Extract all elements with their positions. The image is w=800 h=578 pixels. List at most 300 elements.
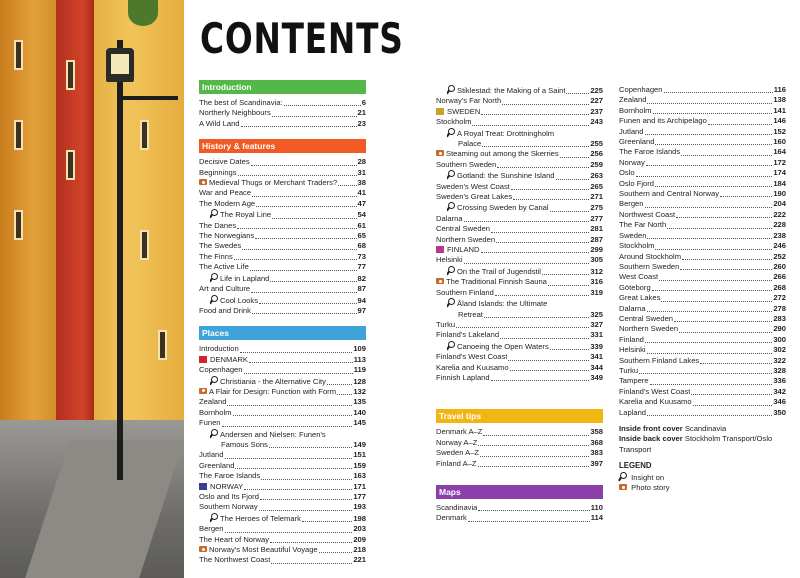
legend-title: LEGEND [619,461,652,471]
toc-entry-label [199,306,251,316]
toc-entry-label [210,376,326,387]
toc-column-2 [436,85,603,534]
toc-entry-label [199,555,270,565]
toc-entry-text: Stockholm [436,117,472,127]
dot-leader [691,394,772,395]
legend-insight [619,472,786,483]
toc-entry[interactable] [436,266,603,277]
toc-entry[interactable] [619,272,786,282]
photo-story-icon [619,484,627,490]
toc-entry-label [619,85,663,95]
toc-entry-text: FINLAND [447,245,480,255]
toc-entry[interactable] [619,95,786,105]
dot-leader [464,221,590,222]
dot-leader [550,349,590,350]
dot-leader [302,521,352,522]
toc-entry-text: A Wild Land [199,118,240,128]
toc-entry-text: Andersen and Nielsen: Funen's [220,429,326,439]
toc-entry[interactable] [199,344,366,354]
toc-entry-text: A Flair for Design: Function with Form [209,386,337,396]
toc-entry-page: 346 [773,397,786,407]
insight-icon [447,266,455,275]
toc-entry-page: 283 [773,313,786,323]
toc-entry-page: 272 [773,293,786,303]
toc-entry[interactable] [619,314,786,324]
toc-entry[interactable] [199,387,366,397]
toc-entry-page: 132 [353,386,366,396]
toc-entry[interactable] [199,555,366,565]
toc-entry-text: Sweden [619,230,647,240]
toc-entry[interactable] [199,188,366,198]
toc-entry[interactable] [199,450,366,460]
toc-entry[interactable] [436,117,603,127]
toc-entry-page: 302 [773,345,786,355]
window [66,150,75,180]
toc-entry[interactable] [436,202,603,213]
toc-entry-page: 327 [590,319,603,329]
toc-entry-label [436,255,463,265]
toc-entry[interactable] [619,85,786,95]
toc-entry[interactable] [199,284,366,294]
toc-entry[interactable] [199,376,366,387]
dot-leader [502,104,589,105]
toc-entry-label [199,355,248,365]
dot-leader [252,313,357,314]
toc-entry-label [436,330,499,340]
toc-entry-page: 114 [590,513,603,523]
dot-leader [500,338,589,339]
toc-entry[interactable] [436,182,603,192]
toc-entry[interactable] [619,137,786,147]
toc-entry-page: 290 [773,324,786,334]
dot-leader [659,280,772,281]
dot-leader [244,373,353,374]
toc-entry[interactable] [436,438,603,448]
toc-entry[interactable] [436,373,603,383]
toc-entry[interactable] [436,427,603,437]
building-red [56,0,94,420]
toc-entry-page: 6 [361,98,366,107]
toc-entry-text: NORWAY [210,481,244,491]
toc-entry[interactable] [436,149,603,159]
toc-entry-label [619,376,649,386]
toc-entry[interactable] [436,352,603,362]
toc-entry[interactable] [199,178,366,188]
dot-leader [647,353,773,354]
toc-entry[interactable] [199,306,366,316]
toc-entry[interactable] [619,335,786,345]
toc-entry-page: 246 [773,241,786,251]
toc-entry-label [199,535,269,545]
toc-entry-text: The Far North [619,220,667,230]
toc-entry-page: 73 [357,251,366,261]
toc-entry[interactable] [436,245,603,255]
toc-entry-label [199,471,260,481]
toc-entry-text: Northern Sweden [436,234,496,244]
toc-entry[interactable] [436,192,603,202]
toc-entry-label [199,461,234,471]
toc-entry[interactable] [199,429,366,440]
dot-leader [284,105,361,106]
toc-entry[interactable] [199,252,366,262]
sweden-flag-icon [436,108,444,115]
toc-entry-text: Decisive Dates [199,157,250,167]
toc-entry[interactable] [619,241,786,251]
section-maps-continued [619,85,786,418]
toc-entry[interactable] [436,255,603,265]
dot-leader [478,445,589,446]
toc-entry-page: 227 [590,96,603,106]
toc-entry-label [619,314,673,324]
toc-entry[interactable] [199,168,366,178]
toc-entry-text: Cool Looks [220,295,258,305]
toc-entry[interactable] [619,366,786,376]
toc-entry[interactable] [199,199,366,209]
dot-leader [270,542,352,543]
toc-entry-text: Funen [199,418,221,428]
toc-entry-page: 221 [353,555,366,565]
dot-leader [511,189,589,190]
toc-entry-page: 278 [773,303,786,313]
toc-entry-page: 145 [353,418,366,428]
toc-entry[interactable] [619,220,786,230]
toc-entry[interactable] [199,241,366,251]
insight-icon [210,429,218,438]
toc-entry-page: 322 [773,355,786,365]
toc-entry[interactable] [436,139,603,149]
toc-entry-text: Northwest Coast [619,209,676,219]
toc-entry-text: Southern Sweden [436,159,497,169]
toc-entry-page: 135 [353,397,366,407]
toc-entry-label [199,545,318,555]
toc-entry[interactable] [436,320,603,330]
toc-entry-label [619,106,652,116]
toc-entry-label [619,189,719,199]
toc-entry[interactable] [619,387,786,397]
section-places-continued [436,85,603,383]
toc-entry[interactable] [436,85,603,96]
toc-entry-label [199,524,224,534]
toc-entry[interactable] [199,262,366,272]
dot-leader [261,479,352,480]
toc-entry[interactable] [619,283,786,293]
toc-entry-text: Great Lakes [619,293,661,303]
toc-entry[interactable] [436,513,603,523]
toc-entry[interactable] [436,448,603,458]
toc-entry-page: 159 [353,460,366,470]
toc-entry-text: Funen and its Archipelago [619,116,707,126]
toc-entry-label [199,492,259,502]
toc-entry[interactable] [199,108,366,118]
dot-leader [249,362,353,363]
dot-leader [682,259,772,260]
toc-entry-page: 383 [590,448,603,458]
toc-entry-label [199,119,240,129]
dot-leader [636,176,773,177]
section-introduction [199,80,366,129]
toc-entry-text: Helsinki [436,255,463,265]
dot-leader [251,165,357,166]
toc-entry-label [210,295,258,306]
toc-entry-label [619,272,658,282]
toc-entry[interactable] [199,461,366,471]
dot-leader [645,134,773,135]
toc-entry-page: 138 [773,95,786,105]
toc-entry-label [619,335,644,345]
dot-leader [244,489,352,490]
toc-entry-page: 263 [590,171,603,181]
toc-entry[interactable] [199,535,366,545]
toc-entry[interactable] [619,210,786,220]
dot-leader [478,510,589,511]
toc-entry[interactable] [619,199,786,209]
toc-entry-label [210,429,326,440]
toc-entry[interactable] [436,214,603,224]
dot-leader [674,321,772,322]
dot-leader [250,270,357,271]
toc-entry-text: The Faroe Islands [199,471,261,481]
toc-entry-label [199,252,233,262]
toc-entry-page: 160 [773,137,786,147]
entry-list [436,85,603,383]
toc-entry-label [619,356,699,366]
toc-entry-page: 287 [590,234,603,244]
toc-entry-page: 68 [357,241,366,251]
dot-leader [225,458,353,459]
dot-leader [645,207,773,208]
toc-entry[interactable] [199,492,366,502]
toc-entry-text: The Northwest Coast [199,555,271,565]
toc-entry-text: Southern Sweden [619,261,680,271]
toc-entry[interactable] [199,157,366,167]
toc-entry[interactable] [619,376,786,386]
toc-entry-page: 349 [590,372,603,382]
dot-leader [708,124,773,125]
toc-entry[interactable] [199,209,366,220]
toc-entry-label [199,418,221,428]
toc-entry[interactable] [436,96,603,106]
toc-entry-text: Dalarna [436,213,463,223]
toc-entry[interactable] [199,524,366,534]
toc-entry-text: Medieval Thugs or Merchant Traders? [209,178,338,188]
norway-flag-icon [199,483,207,490]
toc-entry[interactable] [199,295,366,306]
toc-entry-text: Jutland [199,450,224,460]
dot-leader [681,155,772,156]
toc-entry-label [436,320,455,330]
section-heading: Introduction [199,80,366,94]
toc-entry-label [199,178,337,188]
toc-entry-label [436,448,479,458]
toc-entry[interactable] [619,179,786,189]
toc-entry[interactable] [619,262,786,272]
dot-leader [227,405,352,406]
toc-entry[interactable] [199,440,366,450]
toc-entry-text: Karelia and Kuusamo [619,397,692,407]
toc-entry-label [436,224,490,234]
toc-entry[interactable] [436,224,603,234]
toc-entry[interactable] [436,277,603,287]
toc-entry[interactable] [436,288,603,298]
dot-leader [483,435,589,436]
toc-entry-page: 275 [590,203,603,213]
dot-leader [491,232,589,233]
toc-entry[interactable] [436,363,603,373]
dot-leader [510,370,590,371]
toc-entry-page: 31 [357,167,366,177]
toc-entry[interactable] [436,128,603,139]
toc-entry[interactable] [199,471,366,481]
toc-entry[interactable] [619,304,786,314]
toc-entry-text: Bornholm [619,105,652,115]
legend-insight-label: Insight on [631,472,665,482]
window [66,60,75,90]
toc-entry-label [436,182,510,192]
toc-entry[interactable] [199,545,366,555]
toc-entry-page: 300 [773,334,786,344]
toc-entry-page: 319 [590,287,603,297]
toc-entry-page: 119 [353,365,366,375]
toc-entry-label [436,277,547,287]
toc-entry[interactable] [199,355,366,365]
toc-entry[interactable] [199,365,366,375]
toc-entry[interactable] [619,252,786,262]
toc-entry[interactable] [199,119,366,129]
toc-entry[interactable] [199,98,366,108]
toc-entry[interactable] [436,160,603,170]
toc-entry[interactable] [436,298,603,309]
toc-entry-label [447,170,555,181]
toc-entry-page: 237 [590,106,603,116]
toc-entry[interactable] [619,116,786,126]
toc-entry-page: 47 [357,198,366,208]
toc-entry-label [199,408,232,418]
toc-entry-text: Oslo and Its Fjord [199,491,259,501]
toc-entry-label [619,397,692,407]
window [158,330,167,360]
dot-leader [679,332,772,333]
toc-entry[interactable] [619,147,786,157]
toc-entry-text: Finland A–Z [436,458,477,468]
toc-entry[interactable] [199,231,366,241]
toc-entry[interactable] [619,158,786,168]
toc-entry-page: 268 [773,282,786,292]
dot-leader [481,252,590,253]
toc-entry-text: Stiklestad: the Making of a Saint [457,86,566,95]
toc-entry[interactable] [199,273,366,284]
toc-entry-text: Norway A–Z [436,437,478,447]
toc-entry[interactable] [619,345,786,355]
toc-entry[interactable] [619,293,786,303]
toc-entry[interactable] [436,107,603,117]
section-heading: Travel tips [436,409,603,423]
toc-entry-page: 299 [590,245,603,255]
window [140,230,149,260]
toc-entry-page: 325 [590,309,603,319]
toc-entry[interactable] [436,459,603,469]
toc-entry[interactable] [619,324,786,334]
toc-entry[interactable] [619,397,786,407]
toc-entry-label [210,273,269,284]
toc-entry-page: 312 [590,266,603,276]
toc-entry-label [619,241,654,251]
dot-leader [478,466,590,467]
toc-entry[interactable] [619,106,786,116]
toc-entry[interactable] [619,168,786,178]
toc-entry[interactable] [199,513,366,524]
toc-entry-label [199,241,241,251]
toc-entry-text: Norway's Most Beautiful Voyage [209,545,318,555]
toc-entry[interactable] [436,503,603,513]
building-left [0,0,56,440]
toc-entry-label [436,459,477,469]
toc-entry-text: Retreat [458,309,483,319]
toc-entry[interactable] [199,397,366,407]
toc-entry[interactable] [436,330,603,340]
toc-entry[interactable] [619,127,786,137]
cover-photo-alley [0,0,184,578]
toc-entry-text: West Coast [619,272,659,282]
toc-entry-label [619,168,635,178]
toc-entry[interactable] [436,341,603,352]
toc-entry[interactable] [619,408,786,418]
toc-entry[interactable] [619,231,786,241]
toc-entry-label [199,482,243,492]
toc-entry[interactable] [619,189,786,199]
toc-entry[interactable] [199,502,366,512]
toc-entry-label [619,366,638,376]
toc-entry-page: 28 [357,157,366,167]
legend-photo [619,483,786,493]
toc-entry[interactable] [436,310,603,320]
dot-leader [272,116,357,117]
dot-leader [482,146,589,147]
dot-leader [676,217,772,218]
toc-entry[interactable] [199,418,366,428]
dot-leader [653,113,773,114]
toc-entry-label [447,202,549,213]
toc-entry-text: Copenhagen [619,85,663,94]
toc-entry-text: Introduction [199,344,239,354]
dot-leader [225,532,353,533]
toc-entry-label [619,220,666,230]
toc-entry[interactable] [436,170,603,181]
dot-leader [252,196,356,197]
insight-icon [447,170,455,179]
toc-entry[interactable] [199,221,366,231]
toc-entry-label [199,344,239,354]
toc-entry[interactable] [199,408,366,418]
front-cover-label: Inside front cover [619,424,683,433]
dot-leader [233,415,353,416]
toc-entry[interactable] [619,356,786,366]
toc-entry-label [436,363,509,373]
entry-list [199,344,366,566]
toc-entry-text: Oslo Fjord [619,178,655,188]
toc-entry-label [199,188,251,198]
dot-leader [639,373,772,374]
toc-entry[interactable] [199,482,366,492]
dot-leader [259,303,357,304]
dot-leader [693,405,773,406]
dot-leader [566,93,589,94]
toc-entry-text: Famous Sons [221,439,268,449]
toc-entry-page: 184 [773,178,786,188]
inside-covers [619,424,786,455]
dot-leader [242,249,356,250]
denmark-flag-icon [199,356,207,363]
toc-entry[interactable] [436,235,603,245]
